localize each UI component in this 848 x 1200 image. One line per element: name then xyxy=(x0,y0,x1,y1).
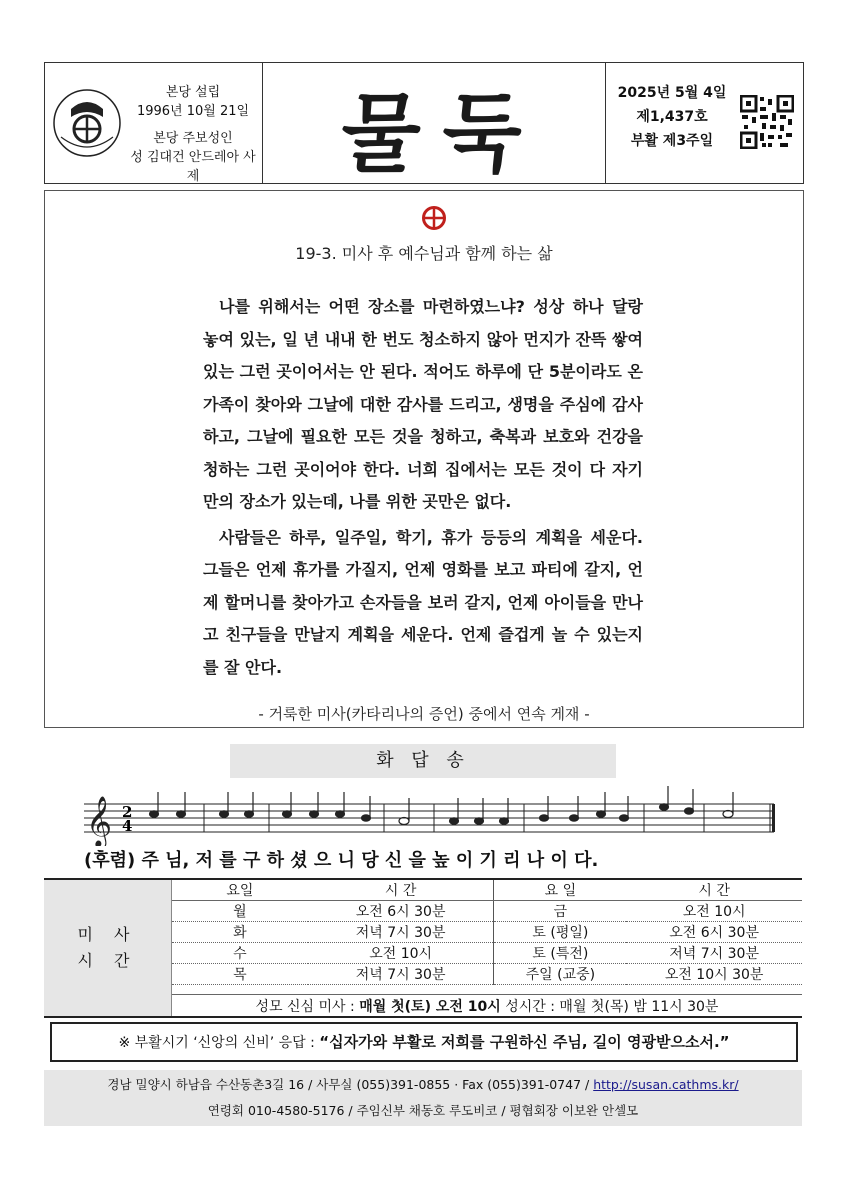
note xyxy=(283,811,292,817)
table-row xyxy=(172,922,802,943)
day-cell: 목 xyxy=(172,964,308,985)
day-cell: 수 xyxy=(172,943,308,964)
qr-code-icon[interactable] xyxy=(740,95,794,149)
issue-date: 2025년 5월 4일 xyxy=(617,85,727,101)
time-signature-top: 2 xyxy=(122,803,133,821)
note xyxy=(620,815,629,821)
treble-clef-icon: 𝄞 xyxy=(86,796,113,846)
column-header: 요 일 xyxy=(494,880,626,901)
note xyxy=(220,811,229,817)
note xyxy=(723,811,733,818)
response-quote: “십자가와 부활로 저희를 구원하신 주님, 길이 영광받으소서.” xyxy=(319,1033,730,1051)
issue-info xyxy=(605,63,805,183)
mass-label: 미 사 xyxy=(77,925,138,944)
note xyxy=(336,811,345,817)
reflection-source: - 거룩한 미사(카타리나의 증언) 중에서 연속 게재 - xyxy=(258,705,590,723)
masthead xyxy=(44,62,804,184)
note xyxy=(475,818,484,824)
footer xyxy=(44,1070,802,1126)
time-cell: 오전 10시 xyxy=(626,901,802,922)
patron-saint: 본당 주보성인 성 김대건 안드레아 사제 xyxy=(130,131,256,184)
time-cell: 저녁 7시 30분 xyxy=(308,964,494,985)
liturgical-week: 부활 제3주일 xyxy=(630,133,714,149)
note xyxy=(660,804,669,810)
table-row xyxy=(172,943,802,964)
response-prefix: ※ 부활시기 ‘신앙의 신비’ 응답 : xyxy=(118,1035,320,1051)
parish-info xyxy=(45,63,263,183)
day-cell: 주일 (교중) xyxy=(494,964,626,985)
mass-label-cell xyxy=(44,880,172,1016)
website-link[interactable]: http://susan.cathms.kr/ xyxy=(593,1077,739,1092)
note xyxy=(450,818,459,824)
note xyxy=(150,811,159,817)
day-cell: 월 xyxy=(172,901,308,922)
day-cell: 화 xyxy=(172,922,308,943)
table-header-row xyxy=(172,880,802,901)
table-row xyxy=(172,901,802,922)
note-highlight: 매월 첫(토) 오전 10시 xyxy=(359,999,501,1015)
time-cell: 오전 10시 30분 xyxy=(626,964,802,985)
day-cell: 토 (평일) xyxy=(494,922,626,943)
parish-logo-icon xyxy=(51,87,123,159)
reflection-paragraph: 사람들은 하루, 일주일, 학기, 휴가 등등의 계획을 세운다. 그들은 언제 휴가를 가질지, 언제 영화를 보고 파티에 갈지, 언제 할머니를 찾아가고 손자들을 보러 갈지, 언제 아이들을 만나고 친구들을 만날지 계획을 세운다. 언제 즐겁게 놀 수 있는지를 잘 안다. xyxy=(203,527,643,677)
time-cell: 저녁 7시 30분 xyxy=(308,922,494,943)
reflection-body xyxy=(203,291,643,684)
bulletin-title xyxy=(263,63,623,183)
note xyxy=(310,811,319,817)
issue-number: 제1,437호 xyxy=(636,109,708,125)
time-cell: 오전 6시 30분 xyxy=(308,901,494,922)
table-row xyxy=(172,964,802,985)
establishment-date: 본당 설립 1996년 10월 21일 xyxy=(136,85,250,119)
footer-address: 경남 밀양시 하남읍 수산동촌3길 16 / 사무실 (055)391-0855 · Fax (055)391-0747 / xyxy=(107,1077,594,1092)
note xyxy=(597,811,606,817)
day-cell: 토 (특전) xyxy=(494,943,626,964)
reflection-title: 19-3. 미사 후 예수님과 함께 하는 삶 xyxy=(295,244,553,263)
footer-contacts: 연령회 010-4580-5176 / 주임신부 채동호 루도비코 / 평협회장 이보완 안셀모 xyxy=(207,1103,639,1118)
mass-schedule xyxy=(44,878,802,1018)
music-staff xyxy=(84,786,784,846)
holy-hour-note: 성시간 : 매월 첫(목) 밤 11시 30분 xyxy=(500,999,719,1015)
responsorial-psalm-title: 화 답 송 xyxy=(230,744,616,778)
note-prefix: 성모 신심 미사 : xyxy=(255,999,360,1015)
time-cell: 오전 6시 30분 xyxy=(626,922,802,943)
column-header: 시 간 xyxy=(308,880,494,901)
bulletin-title-text: 물둑 xyxy=(335,83,549,185)
cross-icon xyxy=(421,205,447,231)
time-cell: 오전 10시 xyxy=(308,943,494,964)
note xyxy=(685,808,694,814)
column-header: 요일 xyxy=(172,880,308,901)
note xyxy=(245,811,254,817)
note xyxy=(500,818,509,824)
reflection-paragraph: 나를 위해서는 어떤 장소를 마련하였느냐? 성상 하나 달랑 놓여 있는, 일 년 내내 한 번도 청소하지 않아 먼지가 잔뜩 쌓여 있는 그런 곳이어서는 안 된다. 적어도 하루에 단 5분이라도 온 가족이 찾아와 그날에 대한 감사를 드리고, 생명을 주심에 감사하고, 그날에 필요한 모든 것을 청하고, 축복과 보호와 건강을 청하는 그런 곳이어야 한다. 너희 집에서는 모든 것이 다 자기만의 장소가 있는데, 나를 위한 곳만은 없다. xyxy=(203,297,643,511)
reflection-box xyxy=(44,190,804,728)
mystery-of-faith-response xyxy=(50,1022,798,1062)
mass-label: 시 간 xyxy=(77,951,138,970)
time-cell: 저녁 7시 30분 xyxy=(626,943,802,964)
special-mass-note xyxy=(172,994,802,1018)
mass-time-table xyxy=(172,880,802,985)
time-signature-bottom: 4 xyxy=(122,817,133,835)
note xyxy=(362,815,371,821)
note xyxy=(540,815,549,821)
column-header: 시 간 xyxy=(626,880,802,901)
note xyxy=(570,815,579,821)
day-cell: 금 xyxy=(494,901,626,922)
hymn-lyrics: (후렴) 주 님, 저 를 구 하 셨 으 니 당 신 을 높 이 기 리 나 이 다. xyxy=(84,850,599,871)
note xyxy=(177,811,186,817)
note xyxy=(399,818,409,825)
